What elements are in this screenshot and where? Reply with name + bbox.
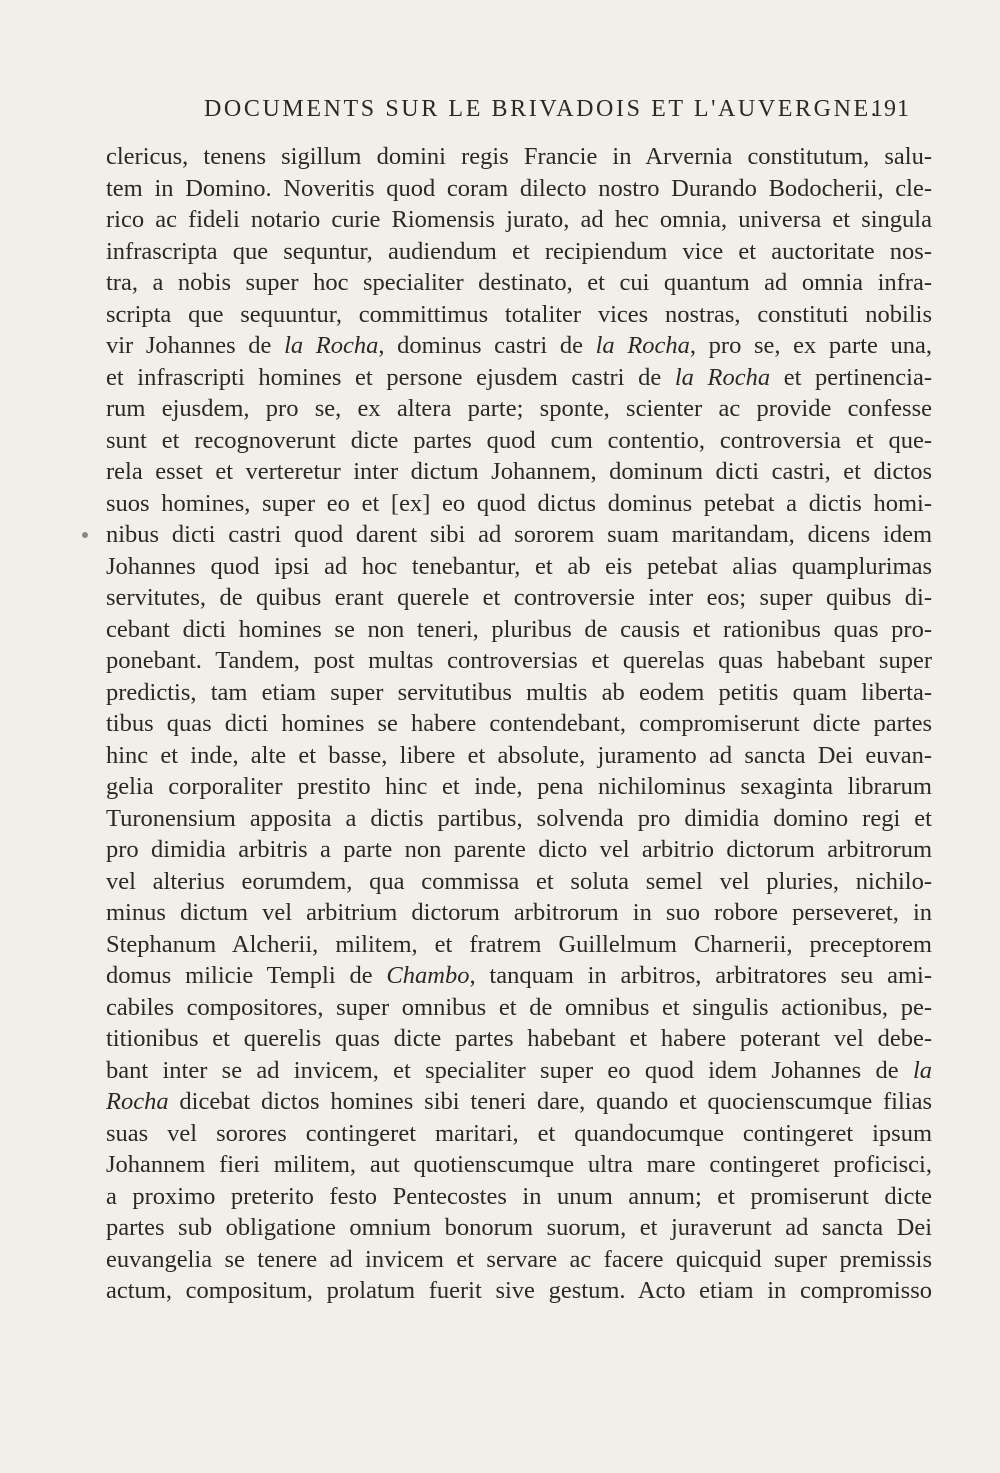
text-segment: gelia corporaliter prestito hinc et inde, pena nichilominus sexaginta librarum <box>106 773 932 800</box>
margin-dot-mark <box>82 532 88 538</box>
text-segment: infrascripta que sequntur, audiendum et recipiendum vice et auctoritate nos- <box>106 237 932 265</box>
text-segment: actum, compositum, prolatum fuerit sive gestum. Acto etiam in compromisso <box>106 1277 932 1304</box>
text-line <box>106 519 932 551</box>
text-segment: et pertinencia- <box>770 363 932 391</box>
text-line <box>106 708 932 740</box>
text-line <box>106 393 932 425</box>
text-segment: clericus, tenens sigillum domini regis Francie in Arvernia constitutum, salu- <box>106 143 932 170</box>
text-segment: a proximo preterito festo Pentecostes in unum annum; et promiserunt dicte <box>106 1182 932 1210</box>
text-line <box>106 803 932 835</box>
text-line <box>106 740 932 772</box>
text-segment: minus dictum vel arbitrium dictorum arbitrorum in suo robore perseveret, in <box>106 899 932 926</box>
text-line <box>106 960 932 992</box>
text-line <box>106 897 932 929</box>
italic-text-segment: la Rocha <box>284 332 379 359</box>
text-segment: ponebant. Tandem, post multas controversias et querelas quas habebant super <box>106 647 932 674</box>
text-segment: Johannes quod ipsi ad hoc tenebantur, et ab eis petebat alias quamplurimas <box>106 552 932 580</box>
text-line <box>106 1086 932 1118</box>
text-line <box>106 771 932 803</box>
page-number: 191 <box>871 96 910 122</box>
text-line <box>106 141 932 173</box>
text-segment: Stephanum Alcherii, militem, et fratrem Guillelmum Charnerii, preceptorem <box>106 930 932 958</box>
text-line <box>106 488 932 520</box>
text-line <box>106 1212 932 1244</box>
text-line <box>106 992 932 1024</box>
text-line <box>106 834 932 866</box>
text-line <box>106 582 932 614</box>
text-line <box>106 645 932 677</box>
text-segment: sunt et recognoverunt dicte partes quod cum contentio, controversia et que- <box>106 426 932 454</box>
text-segment: cabiles compositores, super omnibus et de omnibus et singulis actionibus, pe- <box>106 993 932 1021</box>
text-segment: bant inter se ad invicem, et specialiter super eo quod idem Johannes de <box>106 1056 913 1084</box>
text-segment: suas vel sorores contingeret maritari, et quandocumque contingeret ipsum <box>106 1119 932 1147</box>
text-line <box>106 1055 932 1087</box>
text-segment: predictis, tam etiam super servitutibus multis ab eodem petitis quam liberta- <box>106 678 932 706</box>
text-segment: pro dimidia arbitris a parte non parente dicto vel arbitrio dictorum arbitrorum <box>106 836 932 863</box>
italic-text-segment: la Rocha <box>674 363 771 391</box>
text-segment: tibus quas dicti homines se habere contendebant, compromiserunt dicte partes <box>106 710 932 737</box>
text-line <box>106 1149 932 1181</box>
text-segment: partes sub obligatione omnium bonorum suorum, et juraverunt ad sancta Dei <box>106 1214 932 1241</box>
text-segment: , dominus castri de <box>378 332 596 359</box>
text-line <box>106 204 932 236</box>
text-line <box>106 299 932 331</box>
text-line <box>106 236 932 268</box>
text-segment: suos homines, super eo et [ex] eo quod dictus dominus petebat a dictis homi- <box>106 489 932 517</box>
text-line <box>106 1023 932 1055</box>
text-segment: et infrascripti homines et persone ejusdem castri de <box>106 363 675 391</box>
italic-text-segment: Rocha <box>106 1088 169 1115</box>
text-line <box>106 425 932 457</box>
text-line <box>106 1181 932 1213</box>
text-line <box>106 267 932 299</box>
text-line <box>106 614 932 646</box>
text-segment: servitutes, de quibus erant querele et controversie inter eos; super quibus di- <box>106 584 932 611</box>
text-segment: rum ejusdem, pro se, ex altera parte; sponte, scienter ac provide confesse <box>106 395 932 422</box>
text-line <box>106 173 932 205</box>
text-line <box>106 866 932 898</box>
page-header <box>0 96 1000 136</box>
italic-text-segment: la Rocha <box>595 332 690 359</box>
text-segment: domus milicie Templi de <box>106 962 387 989</box>
text-line <box>106 551 932 583</box>
text-segment: titionibus et querelis quas dicte partes habebant et habere poterant vel debe- <box>106 1025 932 1052</box>
text-segment: nibus dicti castri quod darent sibi ad sororem suam maritandam, dicens idem <box>106 521 932 548</box>
text-line <box>106 929 932 961</box>
italic-text-segment: Chambo <box>386 962 470 989</box>
text-segment: dicebat dictos homines sibi teneri dare, quando et quocienscumque filias <box>168 1088 932 1115</box>
text-segment: , pro se, ex parte una, <box>689 332 932 359</box>
text-segment: hinc et inde, alte et basse, libere et absolute, juramento ad sancta Dei euvan- <box>106 741 932 769</box>
text-segment: euvangelia se tenere ad invicem et servare ac facere quicquid super premissis <box>106 1245 932 1273</box>
text-line <box>106 362 932 394</box>
text-segment: rico ac fideli notario curie Riomensis jurato, ad hec omnia, universa et singula <box>106 206 932 233</box>
text-segment: tem in Domino. Noveritis quod coram dilecto nostro Durando Bodocherii, cle- <box>106 174 932 202</box>
body-text <box>106 141 932 1307</box>
text-segment: , tanquam in arbitros, arbitratores seu ami- <box>469 962 932 989</box>
running-title: DOCUMENTS SUR LE BRIVADOIS ET L'AUVERGNE. <box>204 96 880 122</box>
italic-text-segment: la <box>912 1056 932 1084</box>
text-segment: rela esset et verteretur inter dictum Johannem, dominum dicti castri, et dictos <box>106 458 932 485</box>
text-line <box>106 456 932 488</box>
text-line <box>106 1244 932 1276</box>
text-segment: scripta que sequuntur, committimus totaliter vices nostras, constituti nobilis <box>106 300 932 328</box>
text-segment: tra, a nobis super hoc specialiter destinato, et cui quantum ad omnia infra- <box>106 269 932 296</box>
text-segment: vel alterius eorumdem, qua commissa et soluta semel vel pluries, nichilo- <box>106 867 932 895</box>
text-segment: Johannem fieri militem, aut quotienscumque ultra mare contingeret proficisci, <box>106 1151 932 1178</box>
text-line <box>106 330 932 362</box>
text-line <box>106 677 932 709</box>
text-line <box>106 1275 932 1307</box>
text-line <box>106 1118 932 1150</box>
text-segment: vir Johannes de <box>106 332 285 359</box>
text-segment: Turonensium apposita a dictis partibus, solvenda pro dimidia domino regi et <box>106 804 932 832</box>
text-segment: cebant dicti homines se non teneri, pluribus de causis et rationibus quas pro- <box>106 615 932 643</box>
